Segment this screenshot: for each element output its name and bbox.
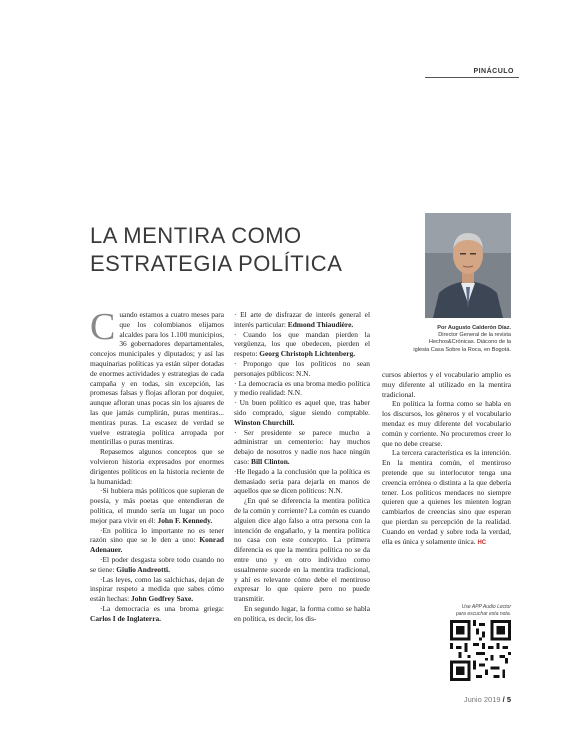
quote-text: ·La democracia es una broma griega: — [100, 603, 224, 613]
qr-note-line-1: Use APP Audio Lector — [461, 604, 511, 610]
author-photo — [425, 213, 511, 318]
quote-text: · Un buen político es aquel que, tras haber sido comprado, sigue siendo comptable. — [234, 398, 370, 417]
paragraph-text: uando estamos a cuatro meses para que los colombianos elijamos alcaldes para los 1.100 municipios, 36 gobernadores departamentales, concejos municipales y diputados; y así las maquinarias políticas ya están súper dotadas de enormes actividades y estrategias de cada campaña y en todas, sin excepción, las promesas falsas y flojas afloran por doquier, aunque afloran unas pocas sin los ajuares de las que jamás cumplirán, puras mentiras... mentiras puras. La escasez de verdad se vuelve estrategia política arropada por mentirillas o puras mentiras. — [90, 310, 224, 447]
end-mark: HC — [477, 539, 487, 546]
quote — [90, 526, 224, 555]
paragraph: En segundo lugar, la forma como se habla en política, es decir, los dis- — [234, 603, 370, 623]
quote-text: · El arte de disfrazar de interés general el interés particular: — [234, 310, 370, 329]
title-line-2: ESTRATEGIA POLÍTICA — [90, 251, 343, 276]
footer-date: Junio 2019 — [463, 695, 501, 704]
quote-text: ·Las leyes, como las salchichas, dejan de inspirar respeto a medida que sabes cómo están hechas: — [90, 574, 224, 604]
column-3 — [382, 370, 511, 548]
paragraph: ¿En qué se diferencia la mentira política de la común y corriente? La común es cuando alguien dice algo falso a otra persona con la intención de engañarlo, y la mentira política no casa con este concepto. La primera diferencia es que la mentira política no se da entre uno y en otro individuo como usualmente sucede en la mentira tradicional, y ahí es relevante cómo debe el mentiroso expresar lo que quiere pero no puede transmitir. — [234, 496, 370, 604]
qr-note-line-2: para escuchar esta nota. — [455, 610, 511, 617]
quote-author: Edmond Thiaudière. — [287, 319, 354, 329]
caption-author: Por Augusto Calderón Díaz. — [437, 325, 511, 331]
quote-text: · Ser presidente se parece mucho a administrar un cementerio: hay muchos debajo de nosotros y nadie nos hace ningún caso: — [234, 427, 370, 466]
page-footer — [464, 695, 511, 704]
paragraph: Repasemos algunos conceptos que se volvieron historia expresados por enormes dirigentes políticos en la historia reciente de la humanidad: — [90, 447, 224, 486]
quote-text: ·El poder desgasta sobre todo cuando no se tiene: — [90, 554, 224, 574]
caption-line-3: Hechos&Crónicas. Diácono de la — [428, 339, 511, 346]
title-line-1: LA MENTIRA COMO — [90, 223, 302, 248]
page-number: 5 — [506, 695, 511, 704]
quote-author: Georg Christoph Lichtenberg. — [259, 349, 356, 359]
drop-cap: C — [90, 306, 116, 348]
quote-author: Giulio Andreotti. — [116, 564, 170, 574]
quote — [234, 428, 370, 467]
quote — [90, 604, 224, 624]
quote-author: John F. Kennedy. — [157, 515, 213, 525]
quote: · La democracia es una broma medio política y medio realidad: N.N. — [234, 378, 370, 398]
column-1 — [90, 306, 224, 624]
quote-text: ·En política lo importante no es tener razón sino que se le den a uno: — [90, 525, 224, 545]
column-2 — [234, 310, 370, 624]
quote — [90, 486, 224, 525]
paragraph — [382, 448, 511, 548]
paragraph: En política la forma como se habla en los discursos, los géneros y el vocabulario mendaz es muy diferente del vocabulario común y corriente. No procuremos creer lo que no debe crearse. — [382, 399, 511, 448]
qr-note — [430, 604, 511, 617]
author-photo-illustration — [425, 213, 511, 318]
quote-author: Carlos I de Inglaterra. — [90, 613, 162, 623]
quote-author: Konrad Adenauer. — [90, 535, 224, 555]
quote-author: Bill Clinton. — [251, 456, 290, 466]
quote-text: · Cuando los que mandan pierden la vergüenza, los que obedecen, pierden el respeto: — [234, 329, 370, 359]
paragraph: cursos abiertos y el vocabulario amplio es muy diferente al utilizado en la mentira tradicional. — [382, 370, 511, 399]
paragraph-text: La tercera característica es la intención. En la mentira común, el mentiroso pretende que su interlocutor tenga una creencia errónea o distinta a la que debería tener. Los políticos mendaces no siempre quieren que a quienes les mienten logran cambiarlos de creencias sino que esperan que pierdan su percepción de la realidad. Cuando en verdad y sobre toda la verdad, ella es única y solamente única. — [382, 448, 511, 546]
photo-caption — [405, 325, 511, 354]
quote — [234, 398, 370, 427]
quote — [234, 310, 370, 330]
quote: ·He llegado a la conclusión que la política es demasiado seria para dejarla en manos de aquellos que se dicen políticos: N.N. — [234, 466, 370, 496]
section-rule — [425, 77, 519, 78]
section-tag: PINÁCULO — [473, 68, 514, 75]
quote-author: John Godfrey Saxe. — [131, 594, 194, 604]
caption-line-4: iglesia Casa Sobre la Roca, en Bogotá. — [413, 346, 511, 353]
quote: · Propongo que los políticos no sean personajes públicos: N.N. — [234, 358, 370, 378]
quote-author: Winston Churchill. — [234, 417, 295, 427]
quote — [234, 330, 370, 359]
quote — [90, 575, 224, 604]
caption-line-2: Director General de la revista — [438, 332, 511, 339]
quote — [90, 555, 224, 575]
quote-text: ·Si hubiera más políticos que supieran de poesía, y más poetas que entendieran de política, el mundo sería un lugar un poco mejor para vivir en él: — [90, 486, 224, 525]
qr-code-icon[interactable] — [450, 620, 511, 681]
article-title — [90, 222, 342, 278]
footer-separator: / — [502, 695, 505, 704]
paragraph — [90, 306, 224, 447]
